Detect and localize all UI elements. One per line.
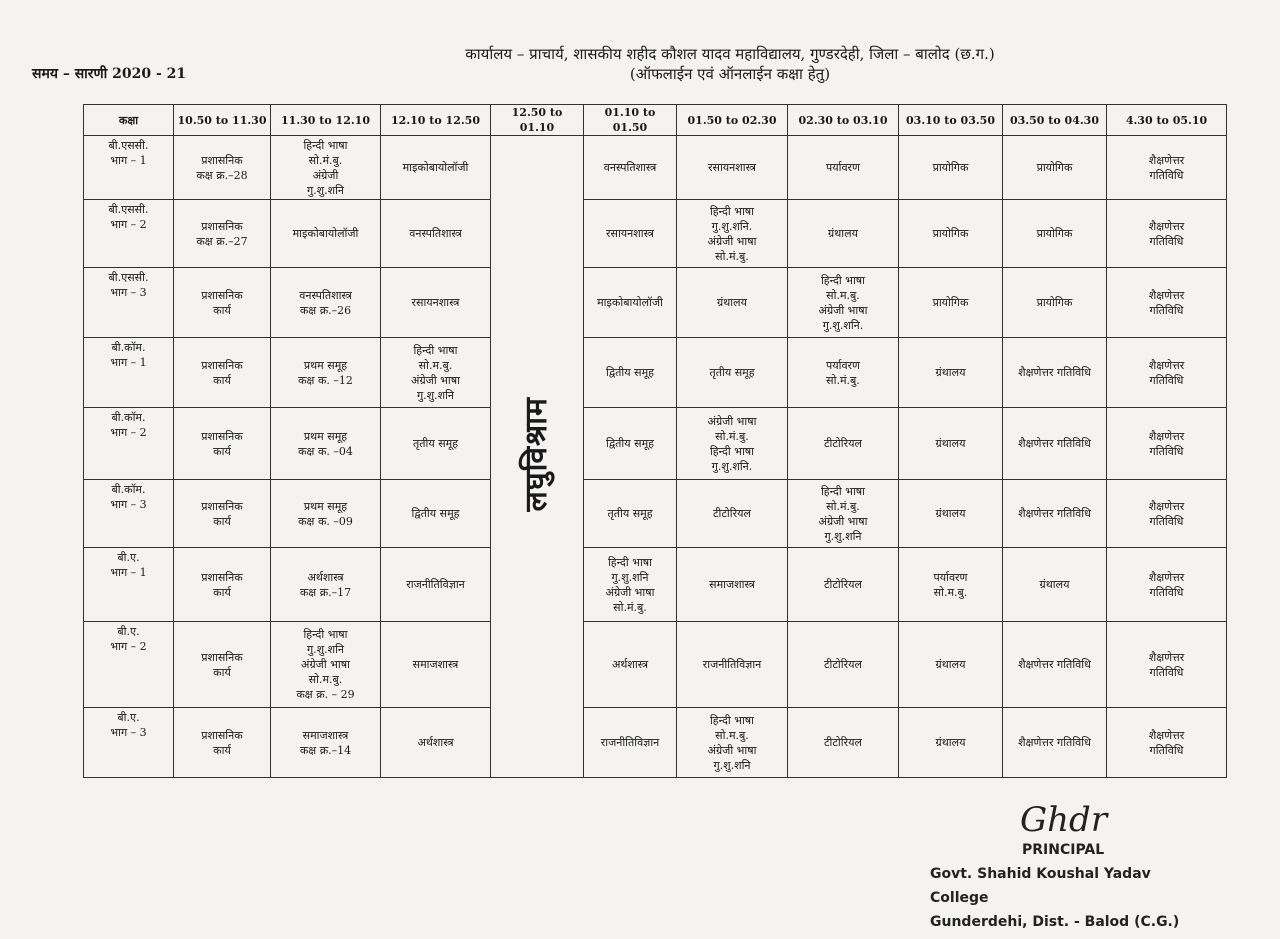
schedule-cell: प्रथम समूह कक्ष क. –12 (271, 338, 381, 408)
mode-subtitle: (ऑफलाईन एवं ऑनलाईन कक्षा हेतु) (629, 65, 831, 83)
schedule-cell: अर्थशास्त्र (381, 708, 491, 778)
schedule-cell: हिन्दी भाषा सो.मं.बु. अंग्रेजी गु.शु.शनि (271, 136, 381, 200)
schedule-cell: तृतीय समूह (677, 338, 788, 408)
schedule-cell: शैक्षणेत्तर गतिविधि (1107, 136, 1227, 200)
schedule-cell: ग्रंथालय (899, 622, 1003, 708)
table-row (84, 622, 1227, 708)
class-name-cell: बी.एससी. भाग – 3 (84, 268, 174, 338)
schedule-cell: अर्थशास्त्र (584, 622, 677, 708)
schedule-cell: माइकोबायोलॉजी (584, 268, 677, 338)
schedule-cell: पर्यावरण सो.मं.बु. (788, 338, 899, 408)
schedule-cell: शैक्षणेत्तर गतिविधि (1003, 338, 1107, 408)
schedule-cell: समाजशास्त्र कक्ष क्र.–14 (271, 708, 381, 778)
schedule-cell: प्रशासनिक कार्य (174, 480, 271, 548)
schedule-cell: पर्यावरण (788, 136, 899, 200)
schedule-cell: टीटोरियल (788, 622, 899, 708)
column-header: 10.50 to 11.30 (174, 105, 271, 136)
schedule-cell: प्रशासनिक कार्य (174, 338, 271, 408)
schedule-cell: समाजशास्त्र (381, 622, 491, 708)
schedule-cell: हिन्दी भाषा सो.म.बु. अंग्रेजी भाषा गु.शु.शनि (677, 708, 788, 778)
table-row (84, 338, 1227, 408)
office-title: कार्यालय – प्राचार्य, शासकीय शहीद कौशल यादव महाविद्यालय, गुण्डरदेही, जिला – बालोद (छ.ग.) (465, 45, 995, 63)
schedule-cell: हिन्दी भाषा सो.म.बु. अंग्रेजी भाषा गु.शु.शनि (381, 338, 491, 408)
class-name-cell: बी.एससी. भाग – 1 (84, 136, 174, 200)
schedule-cell: शैक्षणेत्तर गतिविधि (1107, 200, 1227, 268)
schedule-cell: शैक्षणेत्तर गतिविधि (1107, 480, 1227, 548)
schedule-cell: शैक्षणेत्तर गतिविधि (1003, 480, 1107, 548)
column-header: 11.30 to 12.10 (271, 105, 381, 136)
schedule-cell: शैक्षणेत्तर गतिविधि (1107, 708, 1227, 778)
schedule-cell: अंग्रेजी भाषा सो.मं.बु. हिन्दी भाषा गु.शु.शनि. (677, 408, 788, 480)
schedule-cell: प्रशासनिक कार्य (174, 622, 271, 708)
column-header: 03.10 to 03.50 (899, 105, 1003, 136)
schedule-cell: ग्रंथालय (899, 708, 1003, 778)
schedule-cell: प्रशासनिक कक्ष क्र.–27 (174, 200, 271, 268)
table-row (84, 480, 1227, 548)
class-name-cell: बी.कॉम. भाग – 2 (84, 408, 174, 480)
principal-signature: Ghdr (1020, 800, 1108, 840)
schedule-cell: द्वितीय समूह (584, 408, 677, 480)
table-row (84, 408, 1227, 480)
schedule-cell: प्रथम समूह कक्ष क. –09 (271, 480, 381, 548)
schedule-cell: रसायनशास्त्र (677, 136, 788, 200)
principal-title: PRINCIPAL (1022, 842, 1105, 858)
college-address: Gunderdehi, Dist. - Balod (C.G.) (930, 914, 1180, 930)
schedule-cell: रसायनशास्त्र (584, 200, 677, 268)
schedule-cell: ग्रंथालय (899, 408, 1003, 480)
schedule-cell: हिन्दी भाषा सो.म.बु. अंग्रेजी भाषा गु.शु.शनि. (788, 268, 899, 338)
column-header: कक्षा (84, 105, 174, 136)
schedule-cell: ग्रंथालय (1003, 548, 1107, 622)
column-header: 4.30 to 05.10 (1107, 105, 1227, 136)
class-name-cell: बी.एससी. भाग – 2 (84, 200, 174, 268)
schedule-cell: प्रायोगिक (1003, 268, 1107, 338)
schedule-cell: प्रशासनिक कार्य (174, 408, 271, 480)
schedule-cell: तृतीय समूह (584, 480, 677, 548)
schedule-cell: टीटोरियल (788, 548, 899, 622)
schedule-cell: प्रशासनिक कार्य (174, 268, 271, 338)
schedule-cell: तृतीय समूह (381, 408, 491, 480)
schedule-cell: समाजशास्त्र (677, 548, 788, 622)
schedule-cell: ग्रंथालय (788, 200, 899, 268)
schedule-cell: शैक्षणेत्तर गतिविधि (1003, 708, 1107, 778)
schedule-cell: प्रशासनिक कार्य (174, 708, 271, 778)
schedule-cell: ग्रंथालय (677, 268, 788, 338)
class-name-cell: बी.ए. भाग – 2 (84, 622, 174, 708)
table-row (84, 548, 1227, 622)
schedule-cell: शैक्षणेत्तर गतिविधि (1003, 408, 1107, 480)
schedule-cell: शैक्षणेत्तर गतिविधि (1107, 268, 1227, 338)
schedule-cell: राजनीतिविज्ञान (381, 548, 491, 622)
schedule-cell: वनस्पतिशास्त्र कक्ष क्र.–26 (271, 268, 381, 338)
schedule-cell: प्रशासनिक कक्ष क्र.–28 (174, 136, 271, 200)
schedule-cell: हिन्दी भाषा गु.शु.शनि अंग्रेजी भाषा सो.मं.बु. (584, 548, 677, 622)
schedule-cell: द्वितीय समूह (381, 480, 491, 548)
timetable-header-row (84, 105, 1227, 136)
signature-block (930, 838, 1210, 934)
column-header: 03.50 to 04.30 (1003, 105, 1107, 136)
schedule-cell: राजनीतिविज्ञान (677, 622, 788, 708)
break-cell (491, 136, 584, 778)
schedule-cell: ग्रंथालय (899, 480, 1003, 548)
class-name-cell: बी.कॉम. भाग – 1 (84, 338, 174, 408)
schedule-cell: प्रायोगिक (899, 136, 1003, 200)
schedule-cell: प्रायोगिक (1003, 136, 1107, 200)
schedule-cell: प्रायोगिक (899, 268, 1003, 338)
session-label: समय – सारणी 2020 - 21 (32, 66, 187, 82)
column-header: 02.30 to 03.10 (788, 105, 899, 136)
schedule-cell: प्रथम समूह कक्ष क. –04 (271, 408, 381, 480)
schedule-cell: प्रायोगिक (1003, 200, 1107, 268)
schedule-cell: राजनीतिविज्ञान (584, 708, 677, 778)
schedule-cell: माइकोबायोलॉजी (381, 136, 491, 200)
schedule-cell: ग्रंथालय (899, 338, 1003, 408)
break-label: लघुविश्राम (519, 397, 554, 512)
column-header: 12.50 to 01.10 (491, 105, 584, 136)
class-name-cell: बी.ए. भाग – 3 (84, 708, 174, 778)
class-name-cell: बी.कॉम. भाग – 3 (84, 480, 174, 548)
schedule-cell: पर्यावरण सो.म.बु. (899, 548, 1003, 622)
schedule-cell: टीटोरियल (788, 708, 899, 778)
schedule-cell: हिन्दी भाषा सो.मं.बु. अंग्रेजी भाषा गु.शु.शनि (788, 480, 899, 548)
schedule-cell: शैक्षणेत्तर गतिविधि (1107, 548, 1227, 622)
schedule-cell: टीटोरियल (677, 480, 788, 548)
schedule-cell: वनस्पतिशास्त्र (584, 136, 677, 200)
column-header: 01.10 to 01.50 (584, 105, 677, 136)
class-name-cell: बी.ए. भाग – 1 (84, 548, 174, 622)
college-name: Govt. Shahid Koushal Yadav College (930, 866, 1151, 906)
timetable (83, 104, 1227, 778)
schedule-cell: प्रशासनिक कार्य (174, 548, 271, 622)
schedule-cell: रसायनशास्त्र (381, 268, 491, 338)
table-row (84, 200, 1227, 268)
schedule-cell: शैक्षणेत्तर गतिविधि (1107, 622, 1227, 708)
table-row (84, 268, 1227, 338)
schedule-cell: शैक्षणेत्तर गतिविधि (1107, 338, 1227, 408)
document-header (0, 44, 1280, 84)
schedule-cell: वनस्पतिशास्त्र (381, 200, 491, 268)
schedule-cell: टीटोरियल (788, 408, 899, 480)
schedule-cell: शैक्षणेत्तर गतिविधि (1107, 408, 1227, 480)
table-row (84, 136, 1227, 200)
schedule-cell: प्रायोगिक (899, 200, 1003, 268)
column-header: 12.10 to 12.50 (381, 105, 491, 136)
schedule-cell: शैक्षणेत्तर गतिविधि (1003, 622, 1107, 708)
schedule-cell: माइकोबायोलॉजी (271, 200, 381, 268)
column-header: 01.50 to 02.30 (677, 105, 788, 136)
schedule-cell: अर्थशास्त्र कक्ष क्र.–17 (271, 548, 381, 622)
schedule-cell: हिन्दी भाषा गु.शु.शनि. अंग्रेजी भाषा सो.मं.बु. (677, 200, 788, 268)
table-row (84, 708, 1227, 778)
schedule-cell: द्वितीय समूह (584, 338, 677, 408)
schedule-cell: हिन्दी भाषा गु.शु.शनि अंग्रेजी भाषा सो.म.बु. कक्ष क्र. – 29 (271, 622, 381, 708)
